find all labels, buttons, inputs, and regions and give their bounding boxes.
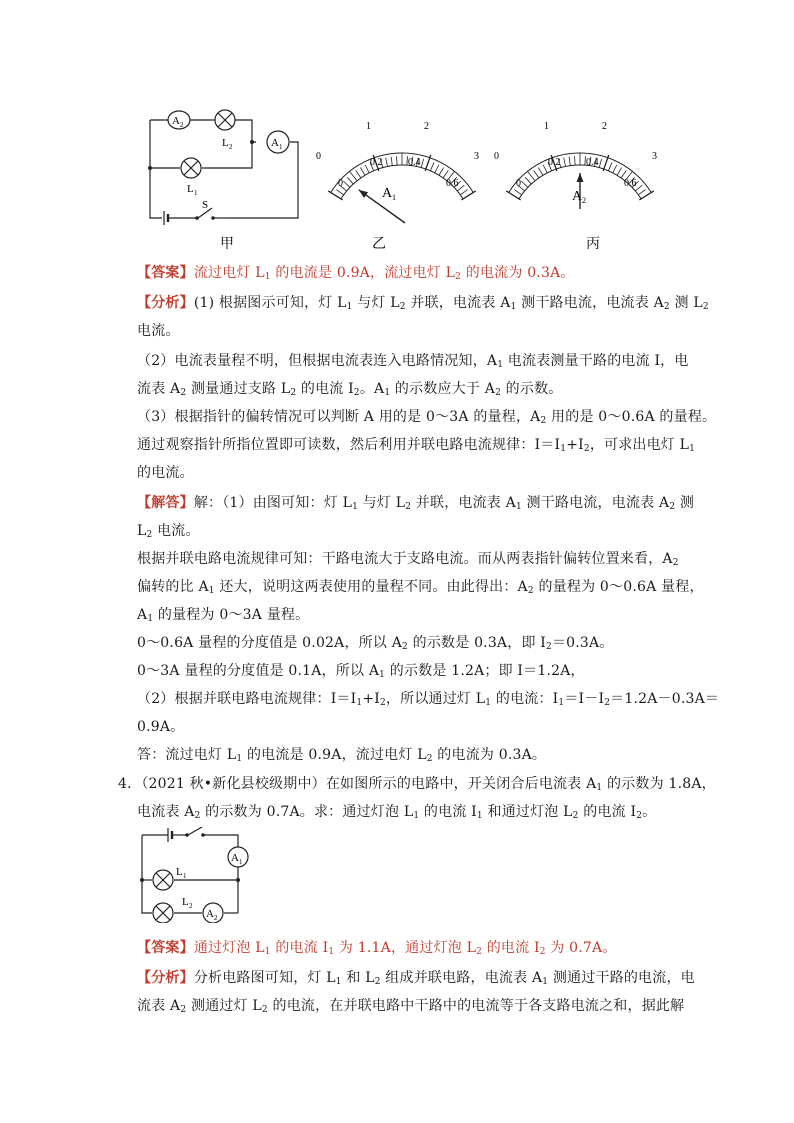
fig1-a2-sub: 2 <box>180 121 184 129</box>
ammeter-a1-symbol <box>228 847 248 867</box>
question4-line-1 <box>118 773 716 795</box>
sub: 1 <box>542 977 549 987</box>
sub: 1 <box>596 783 603 793</box>
fig2-a2-sub: 2 <box>214 914 218 922</box>
analysis1-line-4 <box>137 378 562 400</box>
text: A <box>137 607 148 623</box>
sub: 1 <box>335 977 342 987</box>
dial-tick <box>430 163 434 171</box>
text: 根据并联电路电流规律可知：干路电流大于支路电流。而从两表指针偏转位置来看，A <box>137 551 673 567</box>
lamp-l1-symbol <box>181 158 201 197</box>
text: 为 0.7A。 <box>545 940 617 956</box>
fig1-l1-label: L <box>187 183 194 195</box>
text: 的电流：I <box>491 691 559 707</box>
dial-tick <box>435 165 439 173</box>
dial-scale <box>328 153 476 200</box>
solution1-line-3 <box>137 548 679 570</box>
sub: 1 <box>497 360 504 370</box>
meter2-subtick-3: 0.6 <box>624 178 637 189</box>
fig1-l2-sub: 2 <box>229 143 233 151</box>
lamp-l1-symbol <box>153 866 187 890</box>
text: ＝1.2A－0.3A＝ <box>610 691 720 707</box>
sub: 2 <box>290 388 297 398</box>
circuit-figure-jia <box>140 100 310 250</box>
solution1-line-2 <box>137 520 200 542</box>
meter2-tick-2: 2 <box>602 121 607 132</box>
fig2-a2-label: A <box>206 908 214 920</box>
text: ，所以通过灯 L <box>385 691 486 707</box>
ammeter-a2-symbol <box>168 111 190 129</box>
sub: 2 <box>146 530 153 540</box>
dial-tick <box>365 165 369 173</box>
dial-tick <box>543 165 547 173</box>
sub: 2 <box>539 947 546 957</box>
answer1-value: 0.9A <box>336 265 370 281</box>
text: 0～3A 量程的分度值是 0.1A，所以 A <box>137 663 380 679</box>
text: 流表 A <box>137 381 181 397</box>
text: 的示数是 0.3A，即 I <box>407 635 547 651</box>
answer1-text: 的电流是 <box>270 265 337 281</box>
sub: 2 <box>180 388 187 398</box>
sub: 2 <box>583 444 590 454</box>
meter2-tick-1: 1 <box>544 121 549 132</box>
sub: 2 <box>194 811 201 821</box>
dial-tick <box>347 177 353 184</box>
solution1-line-6 <box>137 632 614 654</box>
answer1-sub: 2 <box>455 272 462 282</box>
ammeter-a1-symbol <box>267 131 289 153</box>
caption-jia: 甲 <box>220 237 234 250</box>
question4-line-2 <box>137 801 656 823</box>
dial-tick <box>386 158 388 167</box>
answer1-text: ，流过电灯 L <box>370 265 456 281</box>
text: 测通过干路的电流，电 <box>548 970 695 986</box>
text: 流表 A <box>137 998 181 1014</box>
sub: 2 <box>663 302 670 312</box>
meter1-subtick-2: 0.4 <box>408 157 421 168</box>
text: 的电流 I <box>270 940 329 956</box>
dial-tick <box>460 190 467 195</box>
text: （2021 秋•新化县校级期中）在如图所示的电路中，开关闭合后电流表 A <box>141 776 597 792</box>
analysis4-line-1 <box>137 967 695 989</box>
dial-tick <box>350 171 357 180</box>
sub: 1 <box>558 698 565 708</box>
text: 与灯 L <box>352 295 400 311</box>
text: 的电流为 0.3A。 <box>432 747 547 763</box>
fig2-l1-sub: 1 <box>183 872 187 880</box>
solution-tag: 【解答】 <box>137 495 194 511</box>
answer1-text: 的电流为 <box>461 265 528 281</box>
meter1-subtick-0: 0 <box>338 178 343 189</box>
text: 和 L <box>341 970 375 986</box>
ammeter-dial-yi <box>312 112 492 252</box>
text: (1) 根据图示可知，灯 L <box>193 295 347 311</box>
text: 还大，说明这两表使用的量程不同。由此得出：A <box>214 579 528 595</box>
solution1-line-1 <box>137 492 694 514</box>
text: 解：（1）由图可知：灯 L <box>193 495 353 511</box>
text: 电流。 <box>152 523 200 539</box>
dial-tick <box>336 190 343 195</box>
text: （3）根据指针的偏转情况可以判断 A 用的是 0～3A 的量程，A <box>137 409 541 425</box>
sub: 2 <box>702 302 709 312</box>
dial-tick <box>564 158 566 167</box>
text: 的示数是 1.2A；即 I＝1.2A， <box>385 663 585 679</box>
meter2-tick-3: 3 <box>652 151 657 162</box>
lamp-l2-symbol <box>153 896 193 923</box>
analysis1-line-6 <box>137 434 695 456</box>
meter2-subtick-0: 0 <box>516 178 521 189</box>
analysis-tag: 【分析】 <box>137 295 194 311</box>
meter2-name-sub: 2 <box>582 196 586 205</box>
text: 的电流，在并联电路中干路中的电流等于各支路电流之和，据此解 <box>267 998 685 1014</box>
ammeter-a2-symbol <box>203 903 223 923</box>
text: 的电流是 0.9A，流过电灯 L <box>242 747 427 763</box>
fig1-a1-sub: 1 <box>279 143 283 151</box>
meter2-needle-head <box>577 173 584 182</box>
answer4-line <box>137 937 617 959</box>
sub: 2 <box>399 302 406 312</box>
dial-arc <box>341 165 463 199</box>
text: +I <box>362 691 380 707</box>
dial-tick <box>525 177 531 184</box>
fig2-a1-label: A <box>231 852 239 864</box>
text: 的电流 I <box>578 804 637 820</box>
analysis1-line-7 <box>137 462 194 484</box>
caption-bing: 丙 <box>586 237 600 252</box>
meter2-subtick-1: 0.2 <box>548 157 561 168</box>
text: 测 L <box>669 295 703 311</box>
text: 的示数应大于 A <box>390 381 496 397</box>
text: 的示数。 <box>501 381 563 397</box>
dial-tick <box>638 190 645 195</box>
analysis1-line-3 <box>137 350 689 372</box>
text: （2）电流表量程不明，但根据电流表连入电路情况知，A <box>137 353 498 369</box>
solution1-line-10 <box>137 744 546 766</box>
text: 0.9A。 <box>137 719 185 735</box>
text: 组成并联电路，电流表 A <box>380 970 543 986</box>
dial-tick <box>360 168 365 176</box>
sub: 2 <box>180 1005 187 1015</box>
fig2-l2-label: L <box>182 896 189 908</box>
sub: 1 <box>515 502 522 512</box>
text: 答：流过电灯 L <box>137 747 237 763</box>
answer1-text: 。 <box>560 265 575 281</box>
analysis4-line-2 <box>137 995 684 1017</box>
answer1-text: 流过电灯 L <box>193 265 265 281</box>
text: 的电流。 <box>137 465 194 481</box>
meter2-subtick-2: 0.4 <box>586 157 599 168</box>
sub: 1 <box>485 698 492 708</box>
fig2-l2-sub: 2 <box>189 902 193 910</box>
text: ＝0.3A。 <box>551 635 614 651</box>
dial-tick <box>569 157 570 166</box>
fig1-a1-label: A <box>271 137 279 149</box>
dial-tick <box>521 181 528 187</box>
dial-tick <box>538 168 543 176</box>
text: 的示数为 1.8A， <box>602 776 716 792</box>
sub: 2 <box>604 698 611 708</box>
text: 的示数为 0.7A。求：通过灯泡 L <box>200 804 414 820</box>
text: ，可求出电灯 L <box>589 437 690 453</box>
sub: 2 <box>669 502 676 512</box>
sub: 2 <box>426 754 433 764</box>
sub: 1 <box>560 444 567 454</box>
sub: 2 <box>402 642 408 652</box>
sub: 1 <box>510 302 517 312</box>
sub: 1 <box>356 698 363 708</box>
text: 偏转的比 A <box>137 579 209 595</box>
answer1-line <box>137 262 575 284</box>
answer-tag: 【答案】 <box>137 265 194 281</box>
dial-tick <box>534 170 539 177</box>
sub: 2 <box>374 977 381 987</box>
dial-tick <box>608 163 612 171</box>
text: 的量程为 0～3A 量程。 <box>153 607 310 623</box>
text: 0～0.6A 量程的分度值是 0.02A，所以 A <box>137 635 403 651</box>
dial-tick <box>397 156 398 165</box>
meter1-tick-0: 0 <box>316 151 321 162</box>
dial-tick <box>528 171 535 180</box>
analysis1-line-5 <box>137 406 716 428</box>
dial-tick <box>356 170 361 177</box>
sub: 1 <box>476 811 483 821</box>
sub: 2 <box>572 811 579 821</box>
text: 测量通过支路 L <box>186 381 291 397</box>
fig1-switch-label: S <box>202 199 209 211</box>
meter2-tick-0: 0 <box>494 151 499 162</box>
meter1-tick-2: 2 <box>424 121 429 132</box>
text: 通过观察指针所指位置即可读数，然后利用并联电路电流规律：I＝I <box>137 437 561 453</box>
sub: 1 <box>264 947 271 957</box>
meter1-tick-1: 1 <box>366 121 371 132</box>
text: 和通过灯泡 L <box>482 804 573 820</box>
sub: 2 <box>476 947 483 957</box>
lamp-l2-symbol <box>215 110 235 151</box>
question-number: 4． <box>118 776 142 792</box>
fig1-a2-label: A <box>172 115 180 127</box>
answer1-value: 0.3A <box>527 265 561 281</box>
sub: 2 <box>540 416 547 426</box>
dial-tick <box>391 157 392 166</box>
meter2-name: A <box>572 189 583 204</box>
sub: 1 <box>147 614 154 624</box>
answer1-sub: 1 <box>264 272 271 282</box>
dial-tick <box>421 159 423 168</box>
caption-yi: 乙 <box>372 237 386 252</box>
dial-tick <box>621 170 626 177</box>
sub: 1 <box>346 302 353 312</box>
sub: 1 <box>328 947 335 957</box>
meter1-name: A <box>382 186 393 201</box>
text: 测通过灯 L <box>186 998 262 1014</box>
dial-tick <box>613 165 617 173</box>
text: 电流。 <box>137 323 180 339</box>
meter1-tick-3: 3 <box>474 151 479 162</box>
text: 的电流 I <box>419 804 477 820</box>
sub: 2 <box>353 388 360 398</box>
meter1-subtick-1: 0.2 <box>370 157 383 168</box>
sub: 2 <box>495 388 502 398</box>
text: L <box>137 523 147 539</box>
solution1-line-4 <box>137 576 704 598</box>
sub: 2 <box>546 642 552 652</box>
dial-tick <box>599 159 601 168</box>
dial-tick <box>343 181 350 187</box>
ammeter-dial-bing <box>490 112 670 252</box>
fig2-l1-label: L <box>176 866 183 878</box>
sub: 1 <box>689 444 696 454</box>
sub: 1 <box>413 811 420 821</box>
text: 电流表 A <box>137 804 195 820</box>
text: +I <box>566 437 584 453</box>
fig1-l1-sub: 1 <box>194 189 198 197</box>
dial-tick <box>443 170 448 177</box>
solution1-line-5 <box>137 604 309 626</box>
solution1-line-8 <box>137 688 719 710</box>
sub: 2 <box>405 502 412 512</box>
circuit-figure-q4 <box>138 825 260 923</box>
text: 的量程为 0～0.6A 量程， <box>533 579 704 595</box>
sub: 2 <box>527 586 534 596</box>
dial-tick <box>617 168 622 176</box>
analysis1-line-2 <box>137 320 180 342</box>
fig1-l2-label: L <box>222 137 229 149</box>
text: ＝I－I <box>564 691 605 707</box>
text: 用的是 0～0.6A 的量程。 <box>546 409 717 425</box>
sub: 2 <box>261 1005 268 1015</box>
solution1-line-7 <box>137 660 585 682</box>
text: 电流表测量干路的电流 I，电 <box>503 353 689 369</box>
sub: 1 <box>379 670 386 680</box>
dial-tick <box>514 190 521 195</box>
text: 测干路电流，电流表 A <box>516 295 664 311</box>
text: 。 <box>642 804 657 820</box>
meter1-name-sub: 1 <box>392 193 396 202</box>
sub: 1 <box>208 586 215 596</box>
answer-tag: 【答案】 <box>137 940 194 956</box>
fig2-a1-sub: 1 <box>239 858 243 866</box>
sub: 1 <box>352 502 359 512</box>
analysis1-line-1 <box>137 292 709 314</box>
text: （2）根据并联电路电流规律：I＝I <box>137 691 357 707</box>
text: 的电流 I <box>482 940 540 956</box>
sub: 2 <box>636 811 643 821</box>
text: 通过灯泡 L <box>193 940 265 956</box>
text: 。A <box>359 381 385 397</box>
text: 并联，电流表 A <box>405 295 511 311</box>
text: 为 1.1A，通过灯泡 L <box>334 940 477 956</box>
dial-tick <box>575 156 576 165</box>
dial-tick <box>439 168 444 176</box>
solution1-line-9 <box>137 716 184 738</box>
text: 测 <box>675 495 695 511</box>
sub: 1 <box>384 388 391 398</box>
text: 与灯 L <box>358 495 406 511</box>
text: 并联，电流表 A <box>411 495 516 511</box>
sub: 1 <box>236 754 243 764</box>
sub: 2 <box>379 698 386 708</box>
sub: 2 <box>672 558 679 568</box>
text: 测干路电流，电流表 A <box>521 495 670 511</box>
text: 分析电路图可知，灯 L <box>193 970 336 986</box>
meter1-subtick-3: 0.6 <box>446 178 459 189</box>
meter1-needle-head <box>359 190 368 198</box>
text: 的电流 I <box>296 381 354 397</box>
analysis-tag: 【分析】 <box>137 970 194 986</box>
